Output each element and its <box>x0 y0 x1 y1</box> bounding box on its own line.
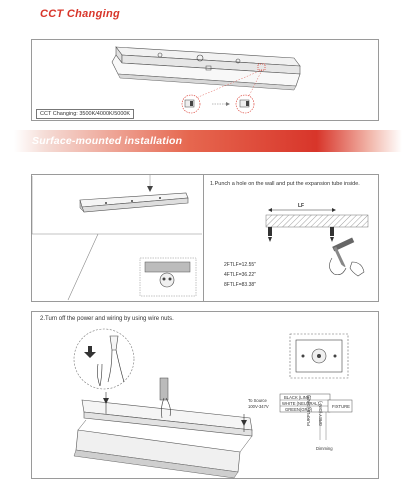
wiring-fixture-drawing <box>74 378 252 478</box>
cct-heading: CCT Changing <box>40 8 120 20</box>
dim-wire-purple: PURPLE (DIM+) <box>306 395 311 426</box>
length-4ft: 4FTLF=36.22" <box>224 272 256 278</box>
wire-black: BLACK (LINE) <box>284 395 311 400</box>
voltage-label: 100V-347V <box>248 404 269 409</box>
cct-options-label: CCT Changing: 3500K/4000K/5000K <box>36 109 134 119</box>
lf-marker: LF <box>298 203 305 209</box>
wire-green: GREEN(GRD) <box>285 407 312 412</box>
step2-instruction: 2.Turn off the power and wiring by using wire nuts. <box>40 316 174 322</box>
dimming-label: Dimming <box>316 446 333 451</box>
wire-nut-detail <box>74 329 134 389</box>
source-label: To Source <box>248 398 267 403</box>
junction-box-drawing <box>290 334 348 378</box>
fixture-label: FIXTURE <box>332 404 350 409</box>
step1-instruction: 1.Punch a hole on the wall and put the expansion tube inside. <box>210 181 360 187</box>
wire-white: WHITE (NEUTRAL) <box>282 401 319 406</box>
length-8ft: 8FTLF=83.38" <box>224 282 256 288</box>
surface-heading: Surface-mounted installation <box>32 135 183 147</box>
dim-wire-grey: GREY (DIM-) <box>318 401 323 426</box>
length-2ft: 2FTLF=12.55" <box>224 262 256 268</box>
